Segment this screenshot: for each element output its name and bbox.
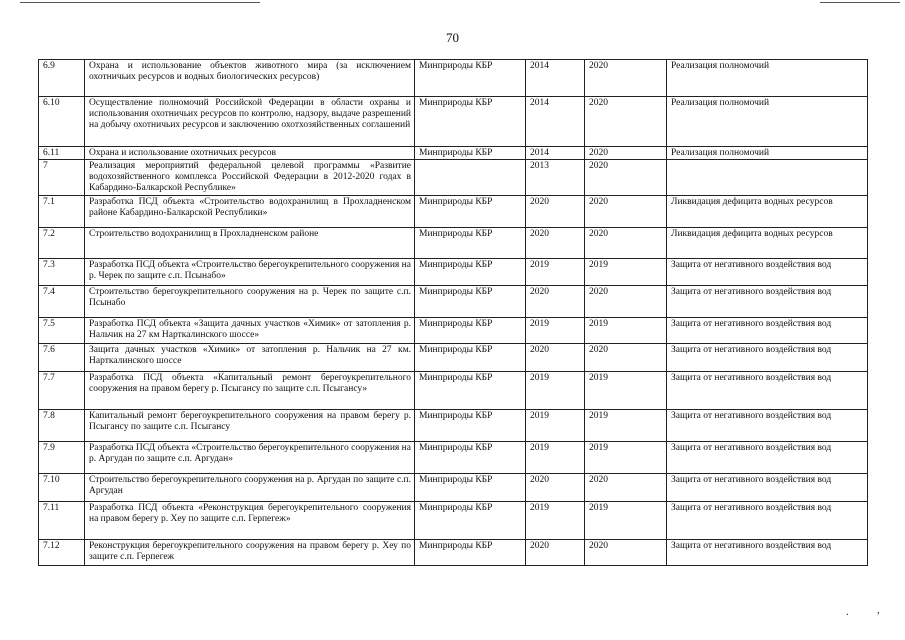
- measure-name: Защита дачных участков «Химик» от затопления р. Нальчик на 27 км. Нарткалинского шоссе: [85, 344, 415, 372]
- table-row: [39, 540, 868, 566]
- start-year: 2014: [526, 147, 585, 160]
- row-number: 6.10: [39, 97, 85, 147]
- measure-name: Разработка ПСД объекта «Капитальный ремонт берегоукрепительного сооружения на правом берегу р. Псыгансу по защите с.п. Псыгансу»: [85, 372, 415, 410]
- measures-table: [38, 59, 868, 566]
- executor: Минприроды КБР: [415, 60, 526, 97]
- executor: [415, 160, 526, 196]
- measure-name: Строительство водохранилищ в Прохладненском районе: [85, 228, 415, 259]
- measure-name: Реализация мероприятий федеральной целевой программы «Развитие водохозяйственного комплекса Российской Федерации в 2012-2020 годах в Кабардино-Балкарской Республике»: [85, 160, 415, 196]
- measure-name: Разработка ПСД объекта «Защита дачных участков «Химик» от затопления р. Нальчик на 27 км Нарткалинского шоссе»: [85, 318, 415, 344]
- row-number: 6.11: [39, 147, 85, 160]
- row-number: 7.5: [39, 318, 85, 344]
- expected-result: Реализация полномочий: [667, 60, 868, 97]
- measure-name: Строительство берегоукрепительного сооружения на р. Черек по защите с.п. Псынабо: [85, 286, 415, 318]
- row-number: 7.12: [39, 540, 85, 566]
- row-number: 7.1: [39, 196, 85, 228]
- executor: Минприроды КБР: [415, 502, 526, 540]
- executor: Минприроды КБР: [415, 196, 526, 228]
- end-year: 2020: [585, 97, 667, 147]
- measure-name: Разработка ПСД объекта «Строительство берегоукрепительного сооружения на р. Черек по защите с.п. Псынабо»: [85, 259, 415, 286]
- table-row: [39, 344, 868, 372]
- start-year: 2019: [526, 502, 585, 540]
- table-row: [39, 502, 868, 540]
- row-number: 6.9: [39, 60, 85, 97]
- expected-result: Защита от негативного воздействия вод: [667, 344, 868, 372]
- start-year: 2020: [526, 540, 585, 566]
- row-number: 7: [39, 160, 85, 196]
- row-number: 7.6: [39, 344, 85, 372]
- executor: Минприроды КБР: [415, 259, 526, 286]
- expected-result: Защита от негативного воздействия вод: [667, 286, 868, 318]
- end-year: 2020: [585, 196, 667, 228]
- executor: Минприроды КБР: [415, 147, 526, 160]
- executor: Минприроды КБР: [415, 372, 526, 410]
- executor: Минприроды КБР: [415, 474, 526, 502]
- end-year: 2020: [585, 147, 667, 160]
- table-row: [39, 196, 868, 228]
- table-row: [39, 228, 868, 259]
- end-year: 2020: [585, 474, 667, 502]
- executor: Минприроды КБР: [415, 410, 526, 442]
- table-row: [39, 318, 868, 344]
- start-year: 2013: [526, 160, 585, 196]
- end-year: 2019: [585, 318, 667, 344]
- row-number: 7.9: [39, 442, 85, 474]
- executor: Минприроды КБР: [415, 97, 526, 147]
- end-year: 2020: [585, 228, 667, 259]
- row-number: 7.7: [39, 372, 85, 410]
- expected-result: Защита от негативного воздействия вод: [667, 442, 868, 474]
- end-year: 2020: [585, 344, 667, 372]
- expected-result: Реализация полномочий: [667, 147, 868, 160]
- row-number: 7.2: [39, 228, 85, 259]
- start-year: 2020: [526, 344, 585, 372]
- expected-result: Защита от негативного воздействия вод: [667, 410, 868, 442]
- executor: Минприроды КБР: [415, 442, 526, 474]
- measure-name: Осуществление полномочий Российской Федерации в области охраны и использования охотничьих ресурсов по контролю, надзору, выдаче разрешений на добычу охотничьих ресурсов и заключению охотхозяйственных соглашений: [85, 97, 415, 147]
- row-number: 7.3: [39, 259, 85, 286]
- row-number: 7.11: [39, 502, 85, 540]
- end-year: 2019: [585, 502, 667, 540]
- executor: Минприроды КБР: [415, 228, 526, 259]
- start-year: 2019: [526, 410, 585, 442]
- executor: Минприроды КБР: [415, 344, 526, 372]
- expected-result: Защита от негативного воздействия вод: [667, 259, 868, 286]
- measure-name: Реконструкция берегоукрепительного сооружения на правом берегу р. Хеу по защите с.п. Герпегеж: [85, 540, 415, 566]
- scan-speck: .: [846, 606, 849, 618]
- start-year: 2014: [526, 97, 585, 147]
- measure-name: Разработка ПСД объекта «Строительство берегоукрепительного сооружения на р. Аргудан по защите с.п. Аргудан»: [85, 442, 415, 474]
- expected-result: Защита от негативного воздействия вод: [667, 502, 868, 540]
- measure-name: Охрана и использование объектов животного мира (за исключением охотничьих ресурсов и водных биологических ресурсов): [85, 60, 415, 97]
- executor: Минприроды КБР: [415, 318, 526, 344]
- end-year: 2019: [585, 442, 667, 474]
- start-year: 2020: [526, 196, 585, 228]
- start-year: 2020: [526, 228, 585, 259]
- end-year: 2020: [585, 286, 667, 318]
- table-row: [39, 286, 868, 318]
- end-year: 2020: [585, 60, 667, 97]
- row-number: 7.4: [39, 286, 85, 318]
- row-number: 7.8: [39, 410, 85, 442]
- start-year: 2014: [526, 60, 585, 97]
- start-year: 2020: [526, 286, 585, 318]
- expected-result: [667, 160, 868, 196]
- start-year: 2019: [526, 442, 585, 474]
- measures-table-body: [39, 60, 868, 566]
- expected-result: Реализация полномочий: [667, 97, 868, 147]
- top-edge-rule-left: [20, 2, 260, 3]
- scan-speck: ,: [877, 604, 880, 616]
- page-number: 70: [446, 30, 459, 45]
- measure-name: Разработка ПСД объекта «Строительство водохранилищ в Прохладненском районе Кабардино-Балкарской Республики»: [85, 196, 415, 228]
- executor: Минприроды КБР: [415, 540, 526, 566]
- table-row: [39, 410, 868, 442]
- expected-result: Ликвидация дефицита водных ресурсов: [667, 228, 868, 259]
- row-number: 7.10: [39, 474, 85, 502]
- end-year: 2019: [585, 259, 667, 286]
- measure-name: Строительство берегоукрепительного сооружения на р. Аргудан по защите с.п. Аргудан: [85, 474, 415, 502]
- table-row: [39, 474, 868, 502]
- executor: Минприроды КБР: [415, 286, 526, 318]
- expected-result: Защита от негативного воздействия вод: [667, 372, 868, 410]
- start-year: 2019: [526, 372, 585, 410]
- table-row: [39, 442, 868, 474]
- start-year: 2019: [526, 318, 585, 344]
- table-row: [39, 372, 868, 410]
- expected-result: Защита от негативного воздействия вод: [667, 318, 868, 344]
- table-row: [39, 60, 868, 97]
- end-year: 2019: [585, 410, 667, 442]
- end-year: 2020: [585, 540, 667, 566]
- table-row: [39, 147, 868, 160]
- expected-result: Ликвидация дефицита водных ресурсов: [667, 196, 868, 228]
- measure-name: Капитальный ремонт берегоукрепительного сооружения на правом берегу р. Псыгансу по защите с.п. Псыгансу: [85, 410, 415, 442]
- expected-result: Защита от негативного воздействия вод: [667, 474, 868, 502]
- end-year: 2020: [585, 160, 667, 196]
- measure-name: Охрана и использование охотничьих ресурсов: [85, 147, 415, 160]
- start-year: 2020: [526, 474, 585, 502]
- table-row: [39, 259, 868, 286]
- end-year: 2019: [585, 372, 667, 410]
- table-row: [39, 160, 868, 196]
- table-row: [39, 97, 868, 147]
- expected-result: Защита от негативного воздействия вод: [667, 540, 868, 566]
- top-edge-rule-right: [820, 2, 900, 3]
- start-year: 2019: [526, 259, 585, 286]
- measure-name: Разработка ПСД объекта «Реконструкция берегоукрепительного сооружения на правом берегу р. Хеу по защите с.п. Герпегеж»: [85, 502, 415, 540]
